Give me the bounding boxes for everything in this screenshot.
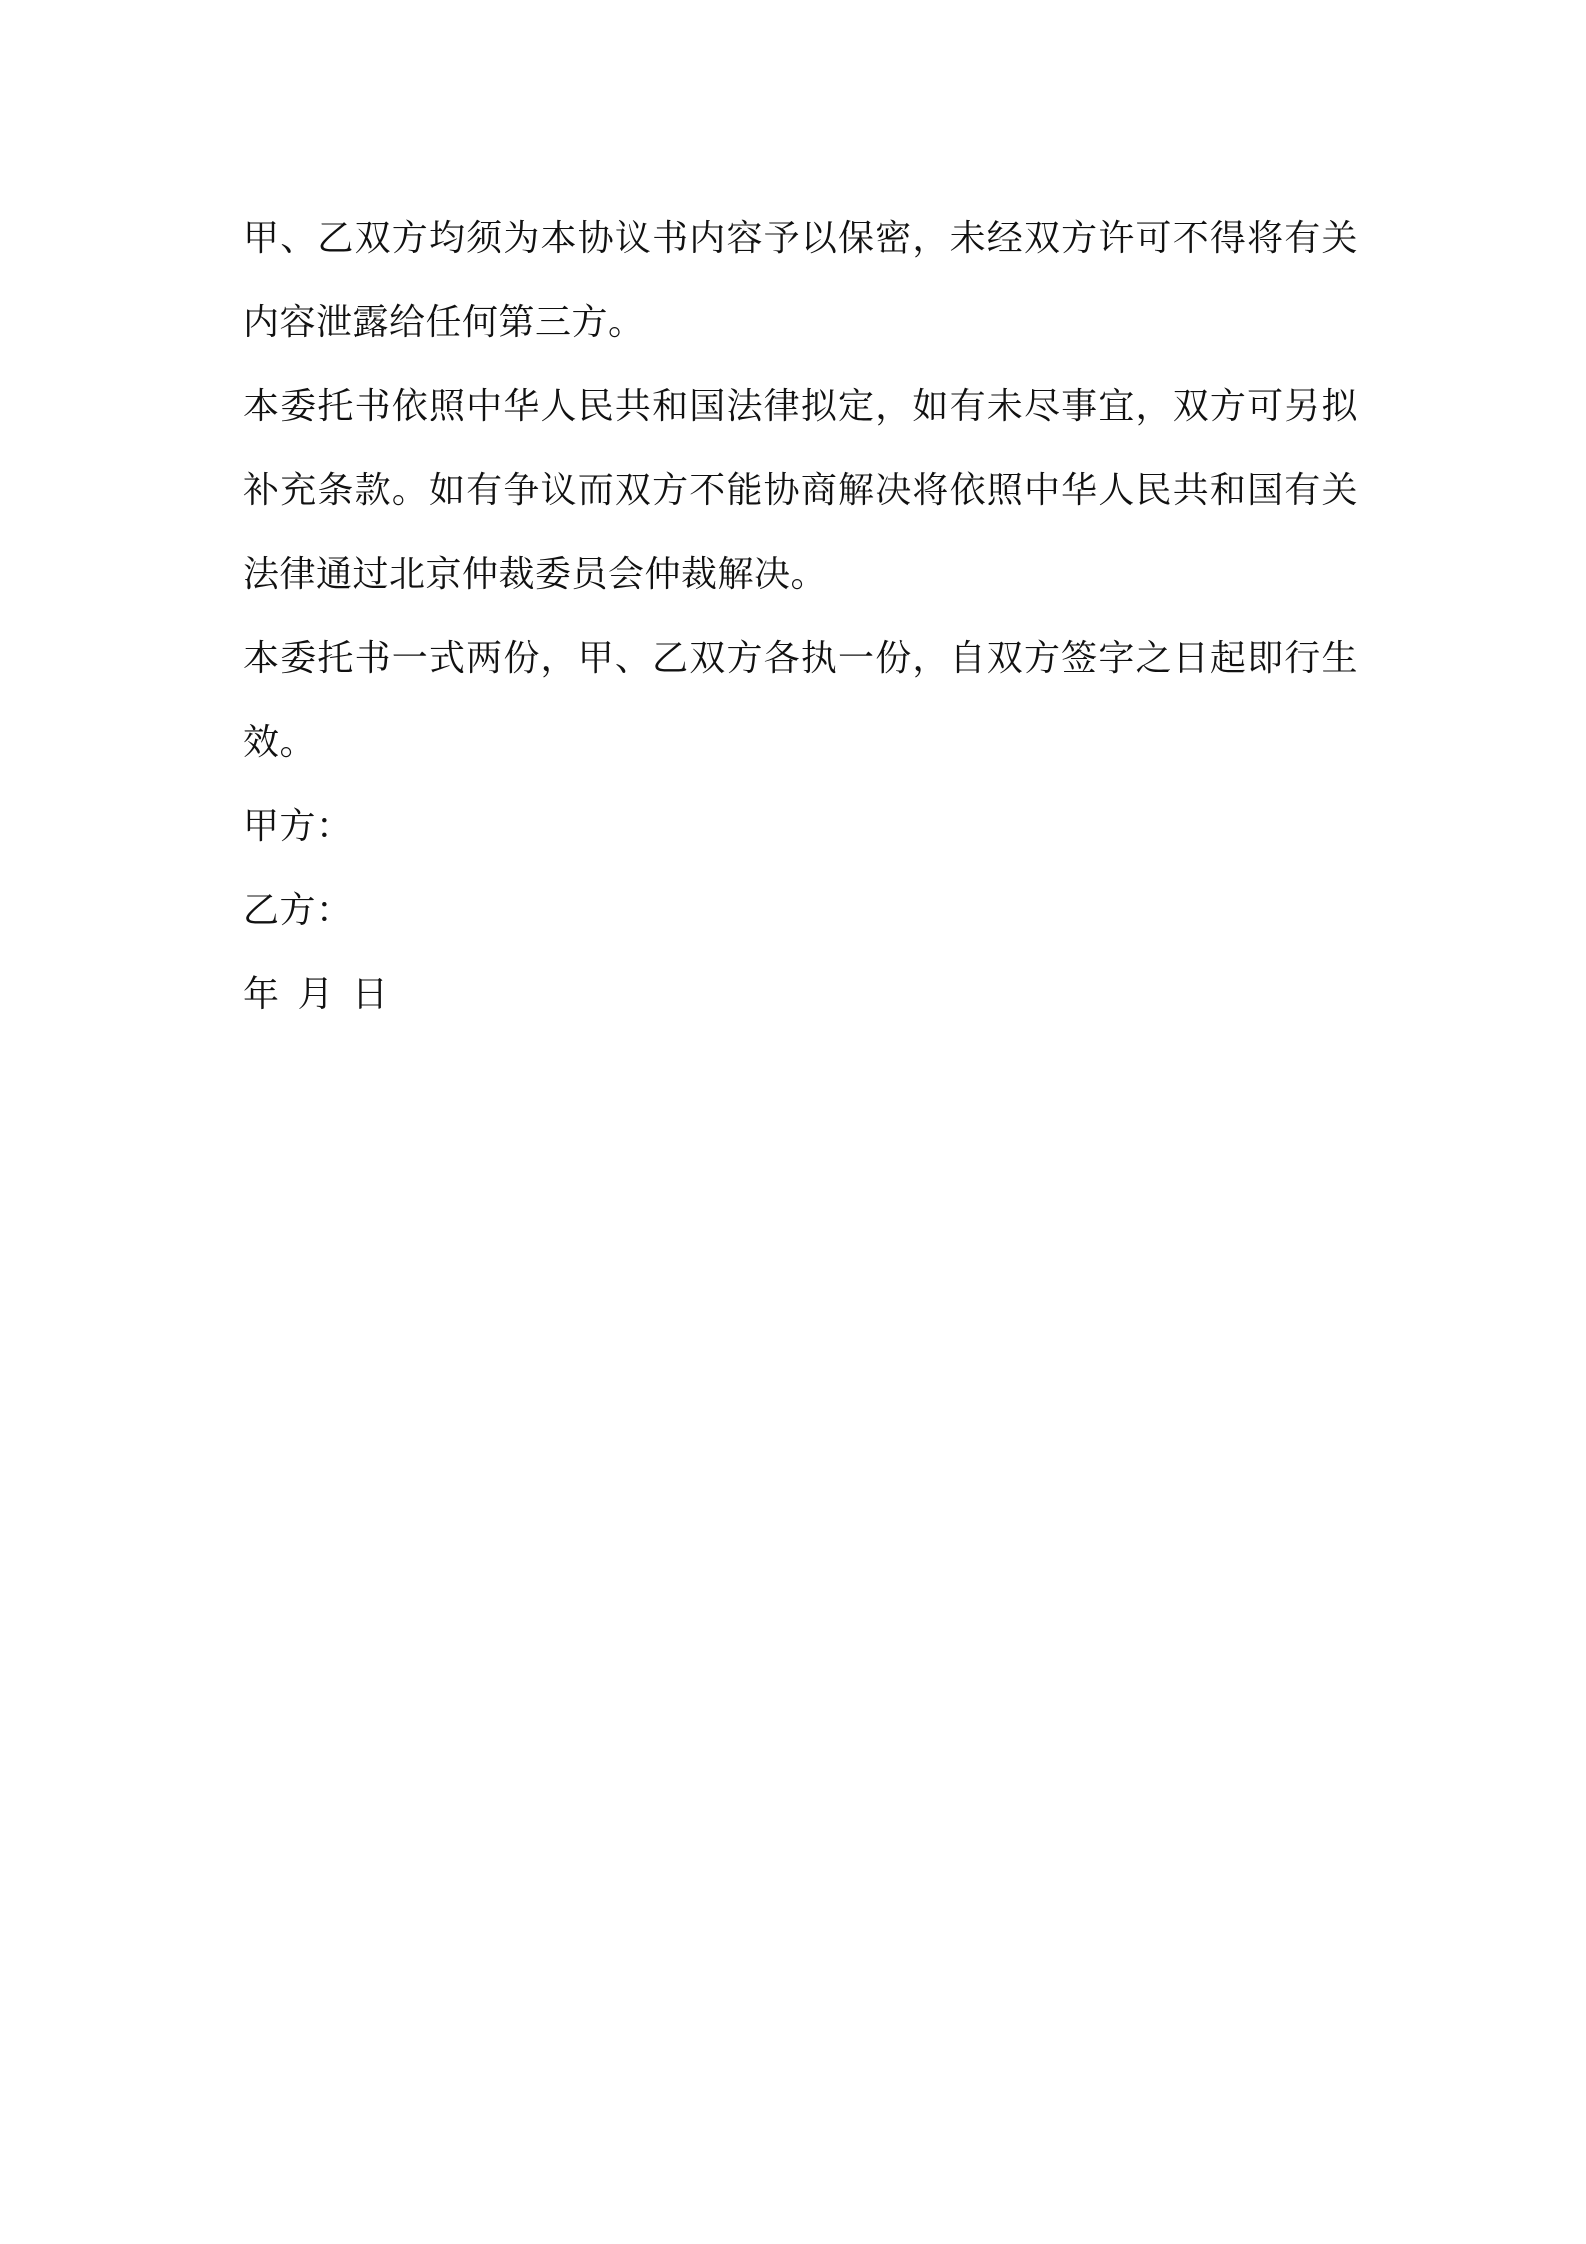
- date-day-label: 日: [352, 974, 389, 1015]
- date-month-label: 月: [297, 974, 335, 1015]
- governing-law-clause: 本委托书依照中华人民共和国法律拟定，如有未尽事宜，双方可另拟补充条款。如有争议而双方不能协商解决将依照中华人民共和国有关法律通过北京仲裁委员会仲裁解决。: [243, 386, 1358, 595]
- copies-effectiveness-clause: 本委托书一式两份，甲、乙双方各执一份，自双方签字之日起即行生效。: [243, 638, 1358, 763]
- confidentiality-clause: 甲、乙双方均须为本协议书内容予以保密，未经双方许可不得将有关内容泄露给任何第三方。: [243, 218, 1358, 343]
- party-b-signature-label: 乙方：: [243, 890, 353, 931]
- date-year-label: 年: [243, 974, 280, 1015]
- signature-date-line: [243, 953, 1358, 1037]
- document-body: [243, 197, 1358, 1037]
- party-a-signature-label: 甲方：: [243, 806, 353, 847]
